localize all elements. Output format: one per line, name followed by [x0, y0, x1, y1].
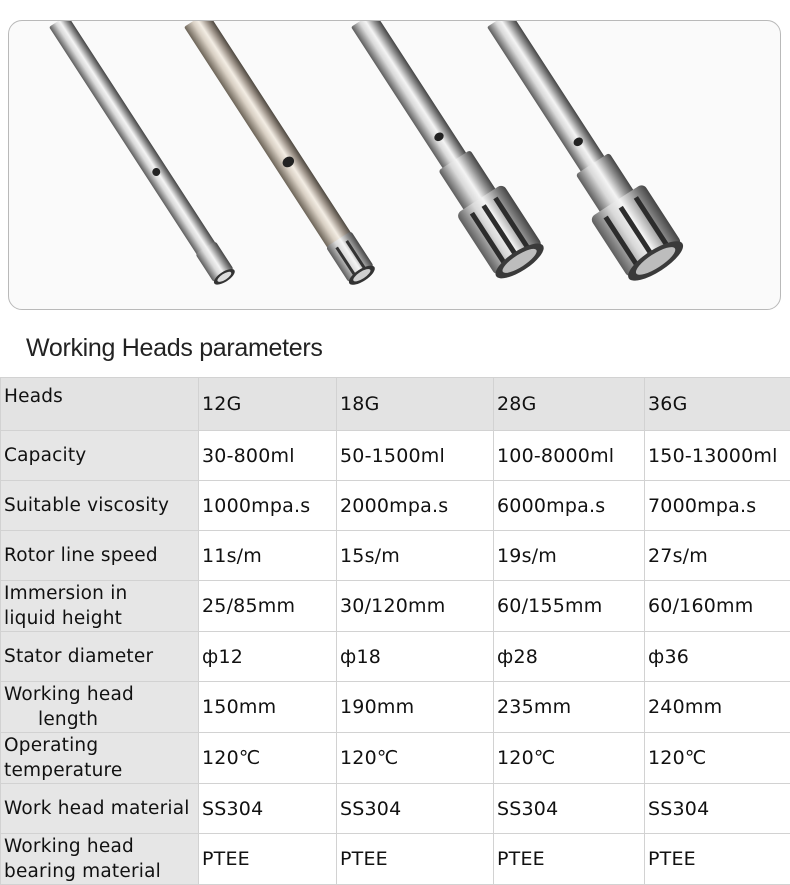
value-cell: 19s/m — [494, 531, 645, 581]
row-label-line: Working head — [4, 836, 134, 857]
value-cell: 235mm — [494, 682, 645, 733]
value-cell: 11s/m — [199, 531, 337, 581]
dispersing-heads-image — [9, 21, 781, 310]
row-label-line: Stator diameter — [4, 646, 153, 667]
row-label — [1, 784, 199, 834]
row-label — [1, 682, 199, 733]
row-label-line: Suitable viscosity — [4, 495, 169, 516]
value-cell: 100-8000ml — [494, 431, 645, 481]
value-cell: 240mm — [645, 682, 790, 733]
table-row — [1, 632, 790, 682]
value-cell: PTEE — [199, 834, 337, 885]
value-cell: 27s/m — [645, 531, 790, 581]
table-header-row — [1, 378, 790, 431]
value-cell: ф28 — [494, 632, 645, 682]
value-cell: 190mm — [337, 682, 494, 733]
value-cell: 7000mpa.s — [645, 481, 790, 531]
header-cell: 36G — [645, 378, 790, 431]
row-label-line: length — [4, 707, 98, 732]
value-cell: SS304 — [645, 784, 790, 834]
row-label — [1, 834, 199, 885]
row-label — [1, 481, 199, 531]
value-cell: SS304 — [199, 784, 337, 834]
value-cell: 150mm — [199, 682, 337, 733]
row-label-line: bearing material — [4, 861, 161, 882]
value-cell: 30-800ml — [199, 431, 337, 481]
table-row — [1, 431, 790, 481]
row-label — [1, 531, 199, 581]
value-cell: 60/155mm — [494, 581, 645, 632]
value-cell: 30/120mm — [337, 581, 494, 632]
header-cell: 18G — [337, 378, 494, 431]
row-label — [1, 431, 199, 481]
row-label-line: liquid height — [4, 608, 122, 629]
value-cell: ф36 — [645, 632, 790, 682]
value-cell: SS304 — [337, 784, 494, 834]
value-cell: 120℃ — [199, 733, 337, 784]
value-cell: 2000mpa.s — [337, 481, 494, 531]
value-cell: SS304 — [494, 784, 645, 834]
product-photo — [8, 20, 781, 310]
table-row — [1, 682, 790, 733]
table-row — [1, 531, 790, 581]
value-cell: 6000mpa.s — [494, 481, 645, 531]
value-cell: 50-1500ml — [337, 431, 494, 481]
row-label-line: Working head — [4, 684, 134, 705]
row-label-line: temperature — [4, 760, 123, 781]
value-cell: 150-13000ml — [645, 431, 790, 481]
value-cell: 120℃ — [645, 733, 790, 784]
value-cell: PTEE — [494, 834, 645, 885]
value-cell: PTEE — [337, 834, 494, 885]
row-label-line: Rotor line speed — [4, 545, 158, 566]
table-row — [1, 784, 790, 834]
table-row — [1, 581, 790, 632]
row-label — [1, 581, 199, 632]
table-row — [1, 834, 790, 885]
row-label — [1, 733, 199, 784]
value-cell: PTEE — [645, 834, 790, 885]
table-row — [1, 481, 790, 531]
row-label-line: Work head material — [4, 798, 190, 819]
parameters-table — [0, 377, 790, 885]
header-cell: 28G — [494, 378, 645, 431]
header-cell: Heads — [1, 378, 199, 431]
value-cell: 120℃ — [494, 733, 645, 784]
value-cell: 60/160mm — [645, 581, 790, 632]
value-cell: 15s/m — [337, 531, 494, 581]
value-cell: 1000mpa.s — [199, 481, 337, 531]
row-label-line: Immersion in — [4, 583, 127, 604]
value-cell: ф18 — [337, 632, 494, 682]
row-label-line: Capacity — [4, 445, 86, 466]
value-cell: 120℃ — [337, 733, 494, 784]
value-cell: 25/85mm — [199, 581, 337, 632]
value-cell: ф12 — [199, 632, 337, 682]
table-row — [1, 733, 790, 784]
row-label — [1, 632, 199, 682]
row-label-line: Operating — [4, 735, 98, 756]
header-cell: 12G — [199, 378, 337, 431]
section-title: Working Heads parameters — [26, 334, 323, 363]
